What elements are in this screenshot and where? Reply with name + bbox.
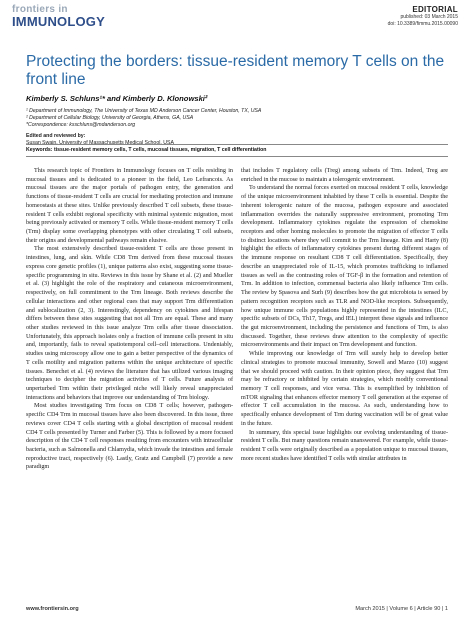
doi: doi: 10.3389/fimmu.2015.00090 [387,20,458,27]
body-column-left [26,167,233,472]
keywords-label: Keywords: [26,147,53,153]
paragraph: Most studies investigating Trm focus on CD8 T cells; however, pathogen-specific CD4 Trm in mucosal tissues have also been discovered. In this issue, three reviews cover CD4 T cells starting with a global description of mucosal resident CD4 T cells presented by Turner and Farber (5). This is followed by a more focused description of the CD4 T cell responses resulting from encounters with intracellular bacteria, such as Salmonella and Chlamydia, which invade the intestines and female reproductive tract, respectively (6). Lastly, Gratz and Campbell (7) provide a new paradigm [26,403,233,471]
correspondence: *Correspondence: ksschluns@mdanderson.org [26,122,136,129]
website-link[interactable]: www.frontiersin.org [26,606,79,612]
article-authors: Kimberly S. Schluns¹* and Kimberly D. Klonowski² [26,94,208,103]
affiliation-1: ¹ Department of Immunology, The University of Texas MD Anderson Cancer Center, Houston, TX, USA [26,108,262,114]
paragraph: that includes T regulatory cells (Treg) among subsets of Trm. Indeed, Treg are enriched in the mucose to maintain a tolerogenic environment. [241,168,448,183]
article-type: EDITORIAL [412,5,458,14]
edited-label: Edited and reviewed by: [26,132,86,139]
paragraph: The most extensively described tissue-resident T cells are those present in intestines, lung, and skin. While CD8 Trm derived from these mucosal tissues express core genetic profiles (1), unique patterns also exist, suggesting some tissue-specific programming in situ. Reviews in this issue by Shane et al. (2) and Mueller et al. (3) highlight the role of the respiratory and cutaneous microenvironment, respectively, on full commitment to the Trm lineage. Both reviews describe the cellular interactions and other regional cues that may support Trm differentiation and sublocalization (2, 3). Interestingly, dependency on cytokines and lifespan differs between these sites suggesting that not all Trm are equal. These and many other studies reviewed in this issue analyze Trm cells after tissue dissociation. Unfortunately, this approach isolates only a fraction of immune cells present in situ and, importantly, fails to reveal spatiotemporal cell–cell interactions. Undeniably, studies using microscopy allow one to gain a better perspective of the dynamics of T cells motility and migration patterns within the unique architecture of specific tissues. Benechet et al. (4) reviews the literature that has utilized various imaging techniques to decipher the migration activities of T cells. Future analysis of unperturbed Trm within their privileged niche will likely reveal unappreciated interactions and behaviors that improve our understanding of Trm biology. [26,246,233,401]
journal-logo [12,5,105,28]
paragraph: To understand the normal forces exerted on mucosal resident T cells, knowledge of the unique microenvironment inhabited by these T cells is essential. Despite the inherent tolerogenic nature of the mucosa, pathogen exposure and associated inflammation overrides the naturally suppressive environment, promoting Trm development. Inflammatory cytokines regulate the expression of chemokine receptors and other homing molecules to promote the migration of effector T cells to distinct locations where they will commit to the Trm lineage. Kim and Harty (8) highlight the effects of inflammatory cytokines present during different stages of the immune response on resultant CD8 T cell differentiation. Specifically, they describe an unappreciated role of IL-15, which promotes trafficking to inflamed tissues as well as the contrasting roles of TGF-β in the formation and retention of Trm. In addition to infection, commensal bacteria also likely influence Trm cells. The review by Spasova and Surh (9) describes how the gut microbiota is sensed by pattern recognition receptors such as TLR and NOD-like receptors. Subsequently, how unique immune cells populations highly represented in the intestines (ILC, specific subsets of DCs, Th17, Tregs, and IEL) interpret these signals and influence the gut microenvironment, including the persistence and functions of Trm, is also discussed. Together, these reviews draw attention to the complexity of specific microenvironments and their impact on Trm development and function. [241,185,448,349]
journal-logo-main: IMMUNOLOGY [12,14,105,29]
edited-by: Susan Swain, University of Massachusetts Medical School, USA [26,139,174,146]
journal-logo-top: frontiers in [12,4,68,15]
divider-top [26,144,448,145]
affiliation-2: ² Department of Cellular Biology, University of Georgia, Athens, GA, USA [26,115,194,122]
keywords [26,147,448,154]
paragraph: This research topic of Frontiers in Immunology focuses on T cells residing in mucosal tissues and is dedicated to a pioneer in the field, Leo Lefrancois. As mucosal tissues are the major portals of pathogen entry, the generation and functions of tissue-resident T cells are crucial for mediating protection and immune homeostasis at these sites. Unlike previously described T cell subsets, these tissue-resident T cells exhibit regional specificity with minimal systemic migration, most being previously activated or memory T cells. While tissue-resident memory T cells (Trm) display some overlapping phenotypes with other circulating T cell subsets, their origins and developmental pathways remain elusive. [26,168,233,244]
keywords-list: tissue-resident memory cells, T cells, mucosal tissues, migration, T cell differentiation [53,147,267,153]
published-date: published: 03 March 2015 [400,14,458,20]
affiliations [26,108,446,147]
divider-bottom [26,156,448,157]
footer-info: March 2015 | Volume 6 | Article 90 | 1 [355,606,448,612]
paragraph: In summary, this special issue highlights our evolving understanding of tissue-resident T cells. But many questions remain unanswered. For example, while tissue-resident T cells were originally described as a population unique to mucosal tissues, more recent studies have identified T cells with similar attributes in [241,429,448,462]
body-column-right [241,167,448,463]
article-meta [388,5,458,27]
paragraph: While improving our knowledge of Trm will surely help to develop better clinical strategies to promote mucosal immunity, Sowell and Marzo (10) suggest that we should proceed with caution. In their opinion piece, they suggest that Trm may be refractory or inhibited by certain strategies, which modify conventional memory T cell responses, and vice versa. This is exemplified by inhibition of mTOR signaling that enhances effector memory T cell generation at the expense of effector T cell accumulation in the mucosa. As such, understanding how to specifically enhance development of Trm during vaccination will be of great value in the future. [241,351,448,427]
article-title: Protecting the borders: tissue-resident memory T cells on the front line [26,53,445,88]
